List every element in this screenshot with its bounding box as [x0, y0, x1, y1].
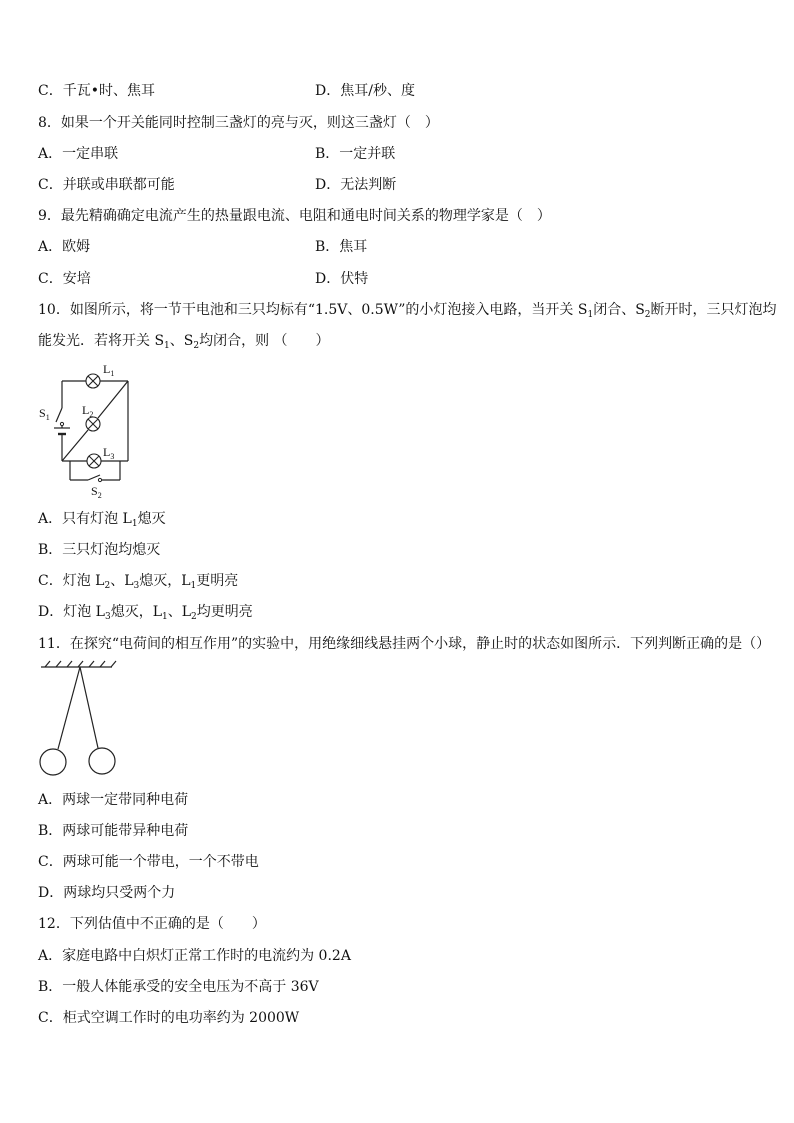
- lamp-l1: [86, 374, 100, 388]
- thread-left: [58, 667, 80, 749]
- wire-diagonal-upper: [98, 381, 128, 418]
- switch-s1-contact: [60, 422, 63, 425]
- lamp-l2: [86, 417, 100, 431]
- q9-option-c: C．安培: [38, 271, 91, 287]
- ball-left: [40, 749, 66, 775]
- q10-option-b: B．三只灯泡均熄灭: [38, 542, 161, 558]
- q12-option-a: A．家庭电路中白炽灯正常工作时的电流约为 0.2A: [38, 948, 351, 964]
- q8-option-b: B．一定并联: [315, 146, 396, 162]
- label-l3: $L_3$: [103, 445, 115, 461]
- q8-option-d: D．无法判断: [315, 177, 397, 193]
- q8-stem: 8．如果一个开关能同时控制三盏灯的亮与灭，则这三盏灯（ ）: [38, 115, 439, 131]
- q12-option-b: B．一般人体能承受的安全电压为不高于 36V: [38, 979, 319, 995]
- q10-stem-line2: 能发光．若将开关 $S_1$、$S_2$均闭合，则 （ ）: [38, 333, 330, 351]
- q12-option-c: C．柜式空调工作时的电功率约为 2000W: [38, 1010, 300, 1026]
- q9-option-b: B．焦耳: [315, 239, 368, 255]
- q9-option-d: D．伏特: [315, 271, 369, 287]
- q10-option-d: D．灯泡 $L_3$熄灭，$L_1$、$L_2$均更明亮: [38, 604, 253, 622]
- label-l1: $L_1$: [103, 362, 115, 378]
- q8-option-c: C．并联或串联都可能: [38, 177, 175, 193]
- q11-option-a: A．两球一定带同种电荷: [38, 792, 189, 808]
- switch-s2-contact: [98, 478, 101, 481]
- q8-option-a: A．一定串联: [38, 146, 119, 162]
- switch-s1-blade: [56, 408, 62, 422]
- q7-option-d: D．焦耳/秒、度: [315, 83, 415, 99]
- q11-option-c: C．两球可能一个带电，一个不带电: [38, 854, 259, 870]
- label-l2: $L_2$: [82, 403, 94, 419]
- q10-option-c: C．灯泡 $L_2$、$L_3$熄灭，$L_1$更明亮: [38, 573, 239, 591]
- q11-option-b: B．两球可能带异种电荷: [38, 823, 189, 839]
- label-s1: $S_1$: [39, 406, 50, 422]
- q12-stem: 12．下列估值中不正确的是（ ）: [38, 916, 266, 932]
- thread-right: [80, 667, 98, 748]
- q10-stem-line1: 10．如图所示，将一节干电池和三只均标有“1.5V、0.5W”的小灯泡接入电路，当开关 $S_1$闭合、$S_2$断开时，三只灯泡均: [38, 302, 777, 320]
- q7-option-c: C．千瓦•时、焦耳: [38, 83, 155, 99]
- circuit-diagram: [36, 360, 146, 500]
- ball-right: [89, 748, 115, 774]
- q10-option-a: A．只有灯泡 $L_1$熄灭: [38, 511, 166, 529]
- q9-stem: 9．最先精确确定电流产生的热量跟电流、电阻和通电时间关系的物理学家是（ ）: [38, 208, 551, 224]
- hanging-balls-diagram: [36, 661, 126, 776]
- q11-stem: 11．在探究“电荷间的相互作用”的实验中，用绝缘细线悬挂两个小球，静止时的状态如图所示．下列判断正确的是（）: [38, 636, 771, 652]
- label-s2: $S_2$: [91, 484, 102, 500]
- lamp-l3: [87, 454, 101, 468]
- q11-option-d: D．两球均只受两个力: [38, 885, 176, 901]
- q9-option-a: A．欧姆: [38, 239, 91, 255]
